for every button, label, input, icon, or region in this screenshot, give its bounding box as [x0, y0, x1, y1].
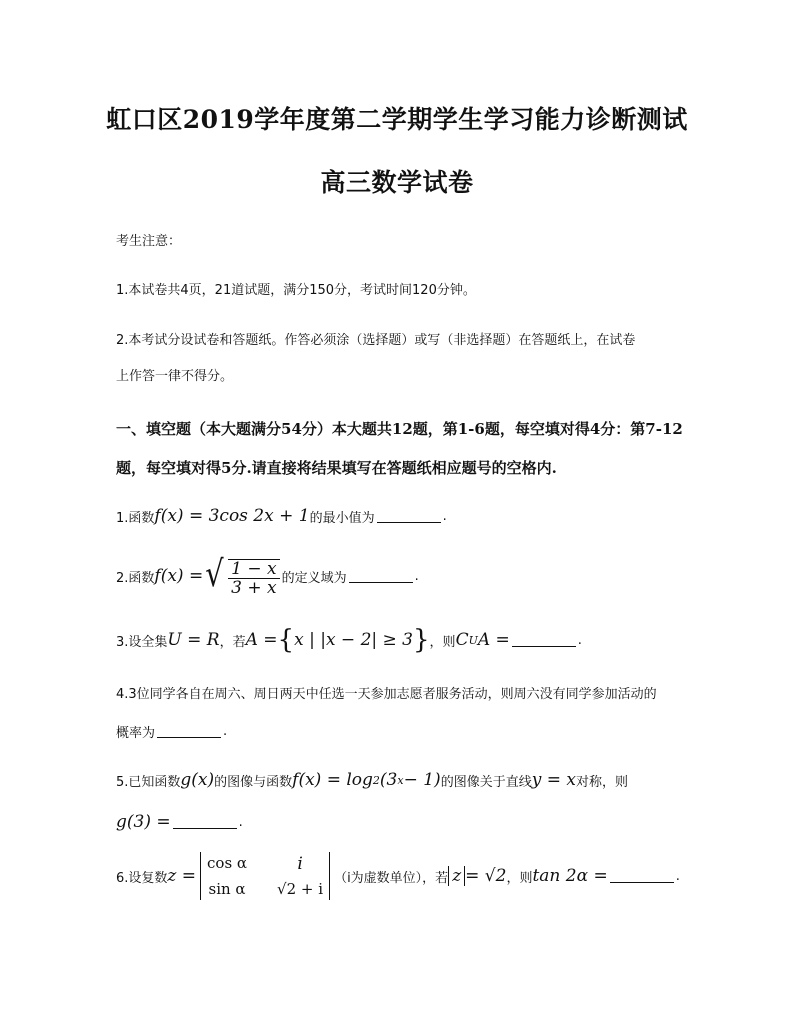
question-5-f: f(x) = log	[292, 770, 373, 790]
det-a22: √2 + i	[277, 880, 324, 898]
question-5-g: g(x)	[180, 770, 215, 790]
answer-blank-6[interactable]	[610, 870, 674, 883]
log-argument-end: − 1)	[403, 770, 441, 790]
question-1-end: .	[442, 508, 447, 524]
question-5-prefix: 5.已知函数	[116, 774, 181, 790]
det-a11: cos α	[207, 854, 248, 872]
notice-item-2-line-1: 2.本考试分设试卷和答题纸。作答必须涂（选择题）或写（非选择题）在答题纸上，在试卷	[116, 333, 636, 348]
question-4-end: .	[223, 724, 228, 739]
symmetry-line: y = x	[531, 770, 576, 790]
modulus-z: z	[448, 866, 465, 886]
question-3-mid: ，若	[219, 634, 246, 650]
question-3-set-a-label: A =	[245, 630, 278, 650]
question-6-end: .	[675, 868, 680, 884]
notice-item-1: 1.本试卷共4页，21道试题，满分150分，考试时间120分钟。	[116, 283, 476, 298]
question-2	[116, 555, 419, 597]
question-3-universal-set: U = R	[167, 630, 220, 650]
question-2-suffix: 的定义域为	[281, 570, 347, 586]
det-a21: sin α	[208, 880, 246, 898]
sqrt-expression	[203, 555, 281, 597]
exponent: x	[397, 773, 404, 787]
question-4-prefix: 概率为	[116, 726, 156, 741]
log-argument: (3	[379, 770, 398, 790]
question-2-prefix: 2.函数	[116, 570, 155, 586]
question-3-end: .	[577, 632, 582, 648]
question-1-suffix: 的最小值为	[309, 510, 375, 526]
question-1-formula: f(x) = 3cos 2x + 1	[154, 506, 310, 526]
question-6-prefix: 6.设复数	[116, 870, 168, 886]
question-1-prefix: 1.函数	[116, 510, 155, 526]
question-3-set-body: x | |x − 2| ≥ 3	[294, 630, 413, 650]
question-6-note: （i为虚数单位），若	[334, 870, 449, 886]
det-a12: i	[297, 854, 303, 874]
complement-rest: A =	[477, 630, 510, 650]
fraction	[228, 559, 279, 597]
left-brace: {	[277, 625, 295, 655]
answer-blank-1[interactable]	[377, 510, 441, 523]
question-4-line-1: 4.3位同学各自在周六、周日两天中任选一天参加志愿者服务活动，则周六没有同学参加活动的	[116, 687, 657, 702]
question-5-mid-2: 的图像关于直线	[440, 774, 532, 790]
question-5-line-1	[116, 770, 628, 790]
complement-symbol: C	[455, 630, 469, 650]
log-base: 2	[372, 773, 380, 787]
answer-blank-5[interactable]	[173, 816, 237, 829]
question-6-z: z =	[167, 866, 197, 886]
complement-subscript: U	[468, 633, 478, 647]
question-2-end: .	[414, 568, 419, 584]
question-5-mid-1: 的图像与函数	[214, 774, 293, 790]
right-brace: }	[413, 625, 430, 655]
question-3-prefix: 3.设全集	[116, 634, 168, 650]
notice-item-2-line-2: 上作答一律不得分。	[116, 369, 234, 384]
tan-expression: tan 2α =	[532, 866, 608, 886]
question-3-mid-2: ，则	[429, 634, 456, 650]
answer-blank-2[interactable]	[349, 570, 413, 583]
question-6-mid: ，则	[506, 870, 533, 886]
radical-sign: √	[205, 554, 224, 595]
question-2-lhs: f(x) =	[154, 566, 204, 586]
exam-title: 虹口区2019学年度第二学期学生学习能力诊断测试	[106, 105, 688, 134]
modulus-value: = √2	[465, 866, 507, 886]
section-1-heading-line-1: 一、填空题（本大题满分54分）本大题共12题，第1-6题，每空填对得4分：第7-12	[116, 420, 683, 438]
answer-blank-4[interactable]	[157, 725, 221, 738]
question-4-line-2	[116, 722, 227, 741]
fraction-numerator: 1 − x	[228, 560, 279, 579]
question-5-g3: g(3) =	[116, 812, 171, 832]
fraction-denominator: 3 + x	[231, 578, 277, 598]
question-1	[116, 506, 447, 526]
section-1-heading-line-2: 题，每空填对得5分.请直接将结果填写在答题纸相应题号的空格内.	[116, 459, 557, 477]
question-5-mid-3: 对称，则	[575, 774, 628, 790]
question-5-line-2	[116, 812, 243, 832]
exam-subtitle: 高三数学试卷	[320, 168, 474, 197]
determinant	[200, 852, 330, 900]
notice-heading: 考生注意：	[116, 234, 182, 249]
question-5-end: .	[238, 814, 243, 830]
answer-blank-3[interactable]	[512, 634, 576, 647]
question-6	[116, 852, 680, 900]
question-3	[116, 625, 582, 655]
